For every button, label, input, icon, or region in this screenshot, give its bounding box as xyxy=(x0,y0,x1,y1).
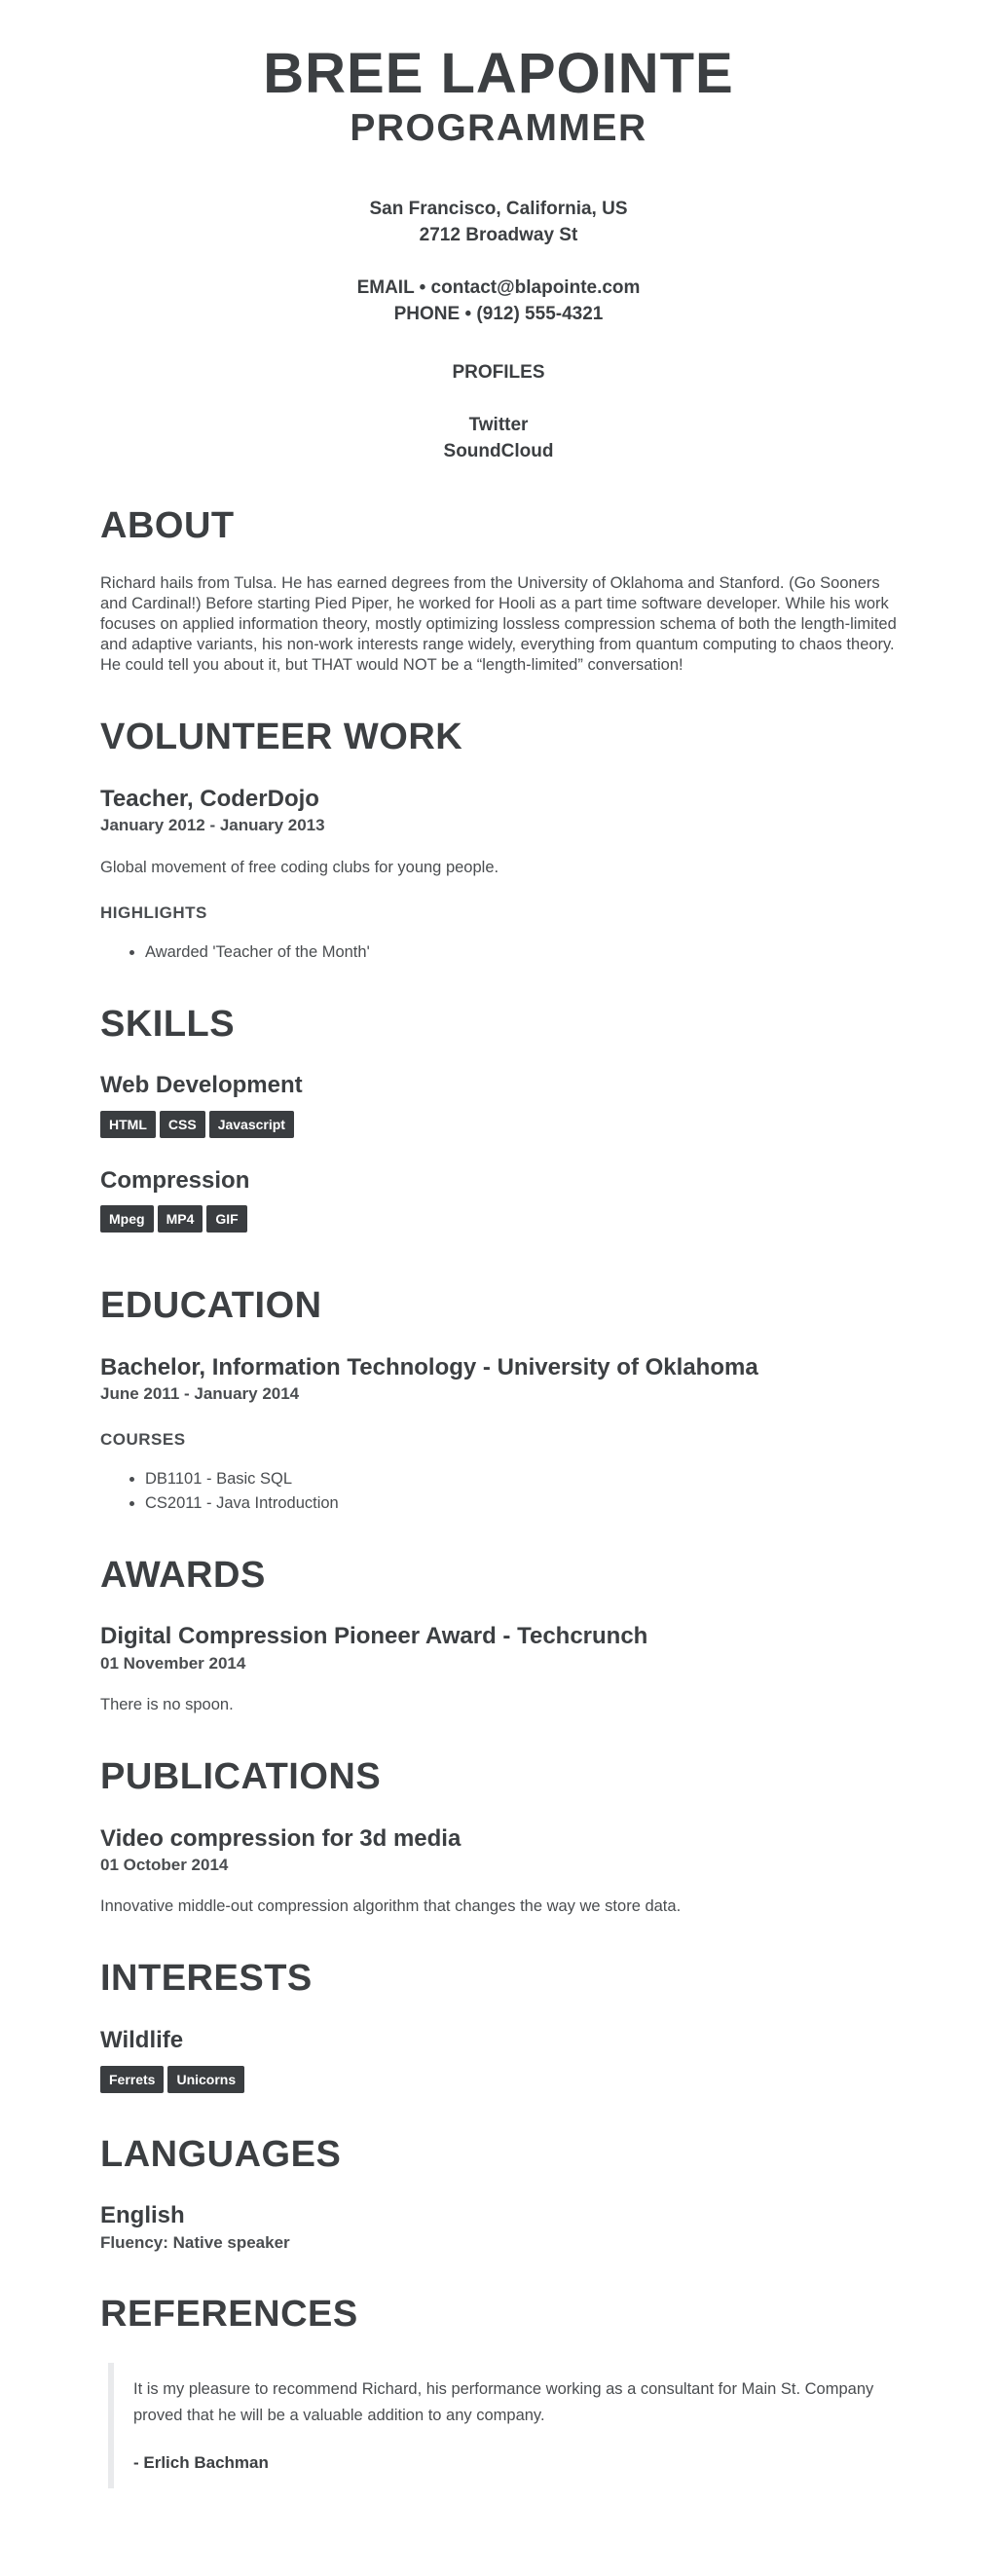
skill-tag-row xyxy=(100,1111,897,1138)
section-awards xyxy=(100,1555,897,1715)
skills-heading: SKILLS xyxy=(100,1003,236,1045)
phone-value: (912) 555-4321 xyxy=(476,303,604,324)
about-text: Richard hails from Tulsa. He has earned degrees from the University of Oklahoma and Stanford. (Go Sooners and Cardinal!) Before starting Pied Piper, he worked for Hooli as a part time software developer. While his work focuses on applied information theory, mostly optimizing lossless compression schema of both the length-limited and adaptive variants, his non-work interests range widely, everything from quantum computing to chaos theory. He could tell you about it, but THAT would NOT be a “length-limited” conversation! xyxy=(100,574,897,675)
publication-item xyxy=(100,1825,897,1918)
interest-group xyxy=(100,2027,897,2093)
contact-methods-group xyxy=(100,275,897,327)
courses-label: COURSES xyxy=(100,1429,186,1449)
skill-tag: Mpeg xyxy=(100,1205,154,1233)
volunteer-item-date: January 2012 - January 2013 xyxy=(100,816,325,835)
skill-tag: GIF xyxy=(206,1205,246,1233)
volunteer-item-title: Teacher, CoderDojo xyxy=(100,785,319,812)
section-about xyxy=(100,505,897,677)
skill-group xyxy=(100,1072,897,1138)
skill-tag-row xyxy=(100,1205,897,1233)
publication-item-date: 01 October 2014 xyxy=(100,1856,229,1875)
language-name: English xyxy=(100,2202,185,2229)
languages-heading: LANGUAGES xyxy=(100,2133,342,2175)
skill-tag: HTML xyxy=(100,1111,156,1138)
award-item xyxy=(100,1623,897,1715)
address-street-line: 2712 Broadway St xyxy=(419,224,578,245)
publications-heading: PUBLICATIONS xyxy=(100,1756,382,1798)
interest-tag: Unicorns xyxy=(167,2066,244,2093)
award-item-title: Digital Compression Pioneer Award - Techcrunch xyxy=(100,1623,648,1650)
email-line xyxy=(100,275,897,301)
phone-separator: • xyxy=(464,303,472,324)
volunteer-item xyxy=(100,786,897,963)
section-references xyxy=(100,2294,897,2488)
course-item: • CS2011 - Java Introduction xyxy=(145,1493,897,1514)
profile-link[interactable]: SoundCloud xyxy=(443,440,554,461)
interest-tag-row xyxy=(100,2066,897,2093)
skill-group-name: Web Development xyxy=(100,1072,303,1099)
email-value: contact@blapointe.com xyxy=(430,276,641,298)
section-languages xyxy=(100,2134,897,2253)
contact-block xyxy=(100,196,897,464)
interests-heading: INTERESTS xyxy=(100,1958,313,2000)
about-heading: ABOUT xyxy=(100,504,235,546)
education-item-title: Bachelor, Information Technology - University of Oklahoma xyxy=(100,1353,758,1380)
profile-link[interactable]: Twitter xyxy=(468,414,529,435)
volunteer-item-summary: Global movement of free coding clubs for young people. xyxy=(100,858,499,876)
reference-author: - Erlich Bachman xyxy=(133,2452,269,2472)
highlight-item: • Awarded 'Teacher of the Month' xyxy=(145,942,897,963)
reference-quote-text: It is my pleasure to recommend Richard, his performance working as a consultant for Main St. Company proved that he will be a valuable addition to any company. xyxy=(133,2379,874,2424)
address-group xyxy=(100,196,897,248)
awards-heading: AWARDS xyxy=(100,1554,266,1596)
interest-group-name: Wildlife xyxy=(100,2027,184,2054)
language-item xyxy=(100,2202,897,2253)
email-label: EMAIL xyxy=(356,276,415,298)
highlights-list xyxy=(100,942,897,963)
phone-label: PHONE xyxy=(393,303,461,324)
phone-line xyxy=(100,301,897,327)
language-fluency: Fluency: Native speaker xyxy=(100,2232,290,2252)
publication-item-summary: Innovative middle-out compression algorithm that changes the way we store data. xyxy=(100,1897,682,1916)
interest-tag: Ferrets xyxy=(100,2066,164,2093)
skill-tag: Javascript xyxy=(209,1111,294,1138)
courses-list xyxy=(100,1469,897,1514)
section-interests xyxy=(100,1958,897,2092)
section-skills xyxy=(100,1004,897,1233)
education-item-date: June 2011 - January 2014 xyxy=(100,1384,300,1404)
profiles-label: PROFILES xyxy=(452,361,545,383)
section-volunteer-work xyxy=(100,717,897,962)
highlights-label: HIGHLIGHTS xyxy=(100,902,207,922)
resume-page xyxy=(100,0,897,2576)
publication-item-title: Video compression for 3d media xyxy=(100,1824,462,1852)
education-item xyxy=(100,1354,897,1514)
section-education xyxy=(100,1285,897,1513)
profiles-list xyxy=(100,412,897,464)
references-heading: REFERENCES xyxy=(100,2294,358,2336)
course-item: • DB1101 - Basic SQL xyxy=(145,1469,897,1490)
award-item-date: 01 November 2014 xyxy=(100,1653,246,1673)
person-name: BREE LAPOINTE xyxy=(263,42,734,105)
skill-group xyxy=(100,1167,897,1233)
skill-group-name: Compression xyxy=(100,1166,250,1194)
skill-tag: CSS xyxy=(160,1111,205,1138)
address-city-line: San Francisco, California, US xyxy=(369,198,628,219)
masthead xyxy=(100,43,897,464)
skill-tag: MP4 xyxy=(158,1205,203,1233)
person-job-title: PROGRAMMER xyxy=(350,106,647,149)
section-publications xyxy=(100,1756,897,1917)
award-item-summary: There is no spoon. xyxy=(100,1696,234,1714)
volunteer-heading: VOLUNTEER WORK xyxy=(100,717,463,758)
email-separator: • xyxy=(419,276,426,298)
education-heading: EDUCATION xyxy=(100,1285,322,1327)
reference-quote-block xyxy=(108,2363,897,2488)
